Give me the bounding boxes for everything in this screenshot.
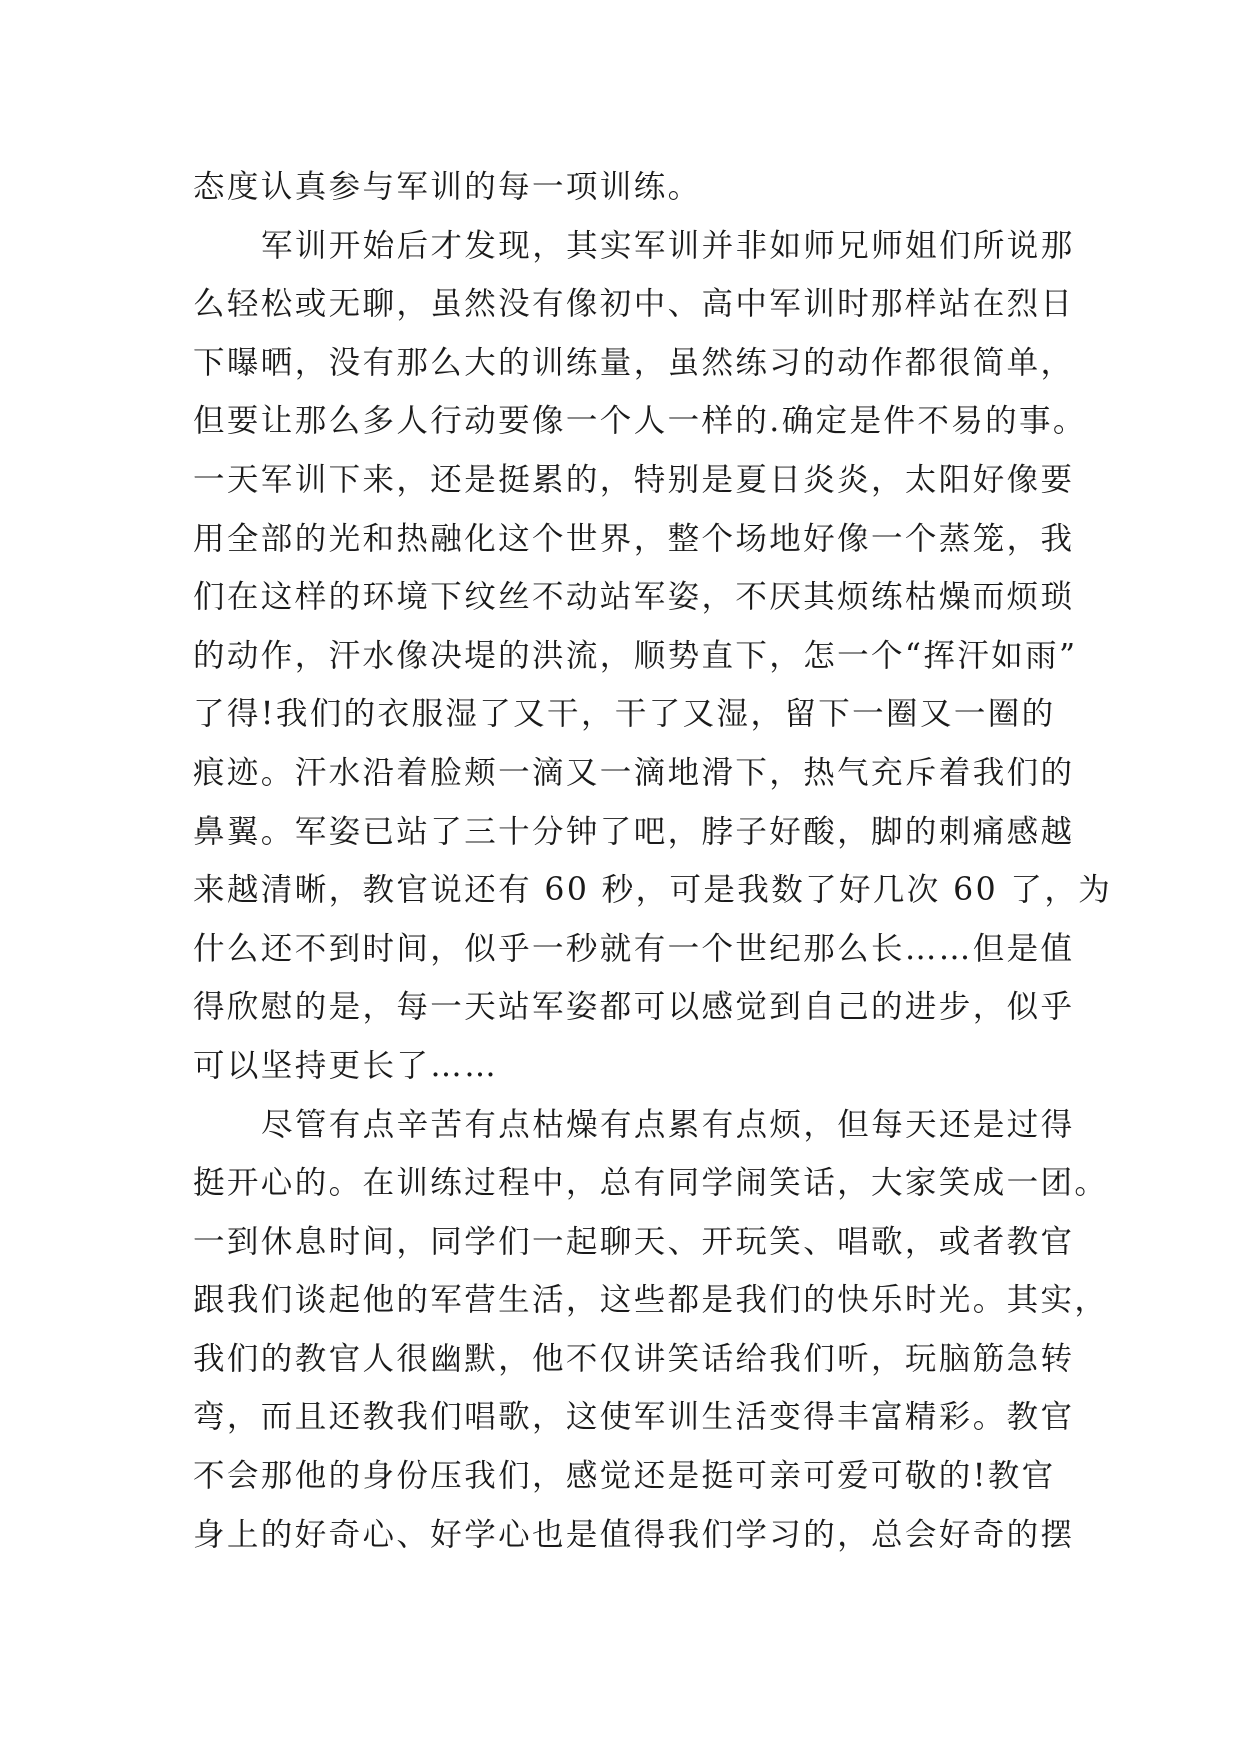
text-line: 用全部的光和热融化这个世界，整个场地好像一个蒸笼，我 (193, 520, 1075, 557)
text-line: 什么还不到时间，似乎一秒就有一个世纪那么长……但是值 (193, 930, 1075, 967)
text-line: 来越清晰，教官说还有 60 秒，可是我数了好几次 60 了，为 (193, 872, 1113, 909)
text-line: 跟我们谈起他的军营生活，这些都是我们的快乐时光。其实， (193, 1282, 1109, 1319)
text-line: 得欣慰的是，每一天站军姿都可以感觉到自己的进步，似乎 (193, 989, 1075, 1026)
text-line: 一到休息时间，同学们一起聊天、开玩笑、唱歌，或者教官 (193, 1223, 1075, 1260)
text-line: 下曝晒，没有那么大的训练量，虽然练习的动作都很简单， (193, 344, 1075, 381)
text-line: 一天军训下来，还是挺累的，特别是夏日炎炎，太阳好像要 (193, 461, 1075, 498)
text-line: 们在这样的环境下纹丝不动站军姿，不厌其烦练枯燥而烦琐 (193, 579, 1075, 616)
text-line: 不会那他的身份压我们，感觉还是挺可亲可爱可敬的!教官 (193, 1458, 1056, 1495)
text-line: 弯，而且还教我们唱歌，这使军训生活变得丰富精彩。教官 (193, 1399, 1075, 1436)
text-line: 态度认真参与军训的每一项训练。 (193, 169, 702, 205)
text-line: 军训开始后才发现，其实军训并非如师兄师姐们所说那 (261, 227, 1075, 264)
text-line: 挺开心的。在训练过程中，总有同学闹笑话，大家笑成一团。 (193, 1165, 1109, 1202)
text-line: 可以坚持更长了…… (193, 1047, 499, 1084)
text-line: 了得!我们的衣服湿了又干，干了又湿，留下一圈又一圈的 (193, 696, 1056, 733)
text-line: 我们的教官人很幽默，他不仅讲笑话给我们听，玩脑筋急转 (193, 1340, 1075, 1377)
text-line: 么轻松或无聊，虽然没有像初中、高中军训时那样站在烈日 (193, 286, 1075, 323)
text-line: 的动作，汗水像决堤的洪流，顺势直下，怎一个“挥汗如雨” (193, 637, 1078, 674)
text-line: 身上的好奇心、好学心也是值得我们学习的，总会好奇的摆 (193, 1516, 1075, 1553)
text-line: 但要让那么多人行动要像一个人一样的.确定是件不易的事。 (193, 403, 1087, 440)
text-line: 鼻翼。军姿已站了三十分钟了吧，脖子好酸，脚的刺痛感越 (193, 813, 1075, 850)
text-line: 痕迹。汗水沿着脸颊一滴又一滴地滑下，热气充斥着我们的 (193, 754, 1075, 791)
document-body (193, 158, 1113, 1564)
text-line: 尽管有点辛苦有点枯燥有点累有点烦，但每天还是过得 (261, 1106, 1075, 1143)
